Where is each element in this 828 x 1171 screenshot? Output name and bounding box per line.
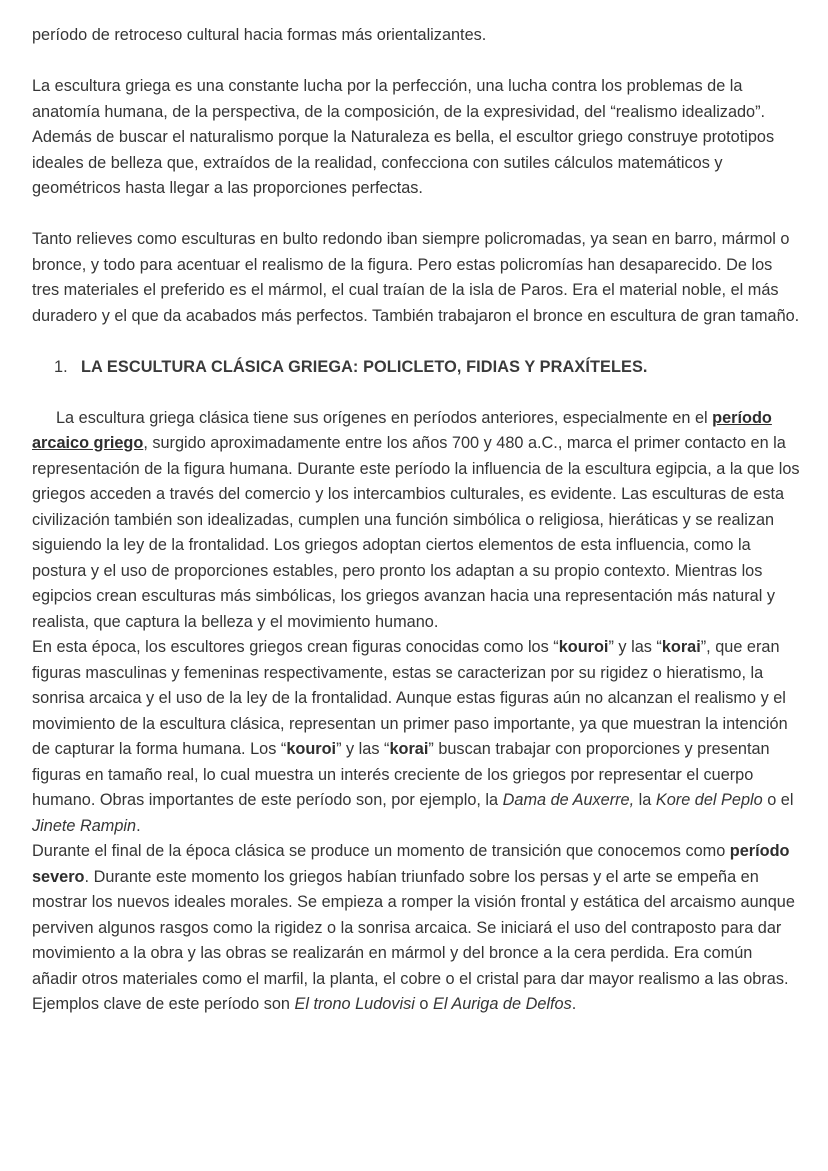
text-run: . [571,995,577,1013]
paragraph-spacer [32,380,802,406]
text-run: o [414,995,433,1013]
text-run: ” y las “ [608,638,662,656]
text-run: La escultura griega clásica tiene sus orígenes en períodos anteriores, especialmente en el [56,408,713,427]
paragraph-spacer [32,329,802,355]
text-run: . [136,816,141,835]
text-run: . Durante este momento los griegos habían triunfado sobre los persas y el arte se empeña en mostrar los nuevos ideales morales. Se empieza a romper la visión frontal y estática del arcaismo aunque perviven algunos rasgos como la rigidez o la sonrisa arcaica. Se iniciará el uso del contraposto para dar movimiento a la obra y las obras se realizarán en mármol y del bronce a la cera perdida. Era común añadir otros materiales como el marfil, la planta, el cobre o el cristal para dar mayor realismo a las obras. Ejemplos clave de este período son [32,867,795,1013]
section-number: 1. [54,357,68,376]
work-title: El trono Ludovisi [294,995,415,1013]
paragraph-perfection: La escultura griega es una constante lucha por la perfección, una lucha contra los problemas de la anatomía humana, de la perspectiva, de la composición, de la expresividad, del “realismo idealizado”. Además de buscar el naturalismo porque la Naturaleza es bella, el escultor griego construye prototipos ideales de belleza que, extraídos de la realidad, confecciona con sutiles cálculos matemáticos y geométricos hasta llegar a las proporciones perfectas. [32,77,775,197]
term-kouroi: kouroi [286,740,337,758]
text-run: ” buscan trabajar con proporciones y presentan figuras en tamaño real, lo cual muestra un interés creciente de los griegos por representar el cuerpo humano. Obras importantes de este período son, por ejemplo, la [32,740,770,809]
paragraph-spacer [32,49,802,75]
text-run: o el [762,791,794,809]
paragraph-archaic-origins [32,406,802,636]
term-kouroi: kouroi [558,638,609,656]
paragraph-intro-fragment: período de retroceso cultural hacia formas más orientalizantes. [32,26,487,44]
section-title: LA ESCULTURA CLÁSICA GRIEGA: POLICLETO, FIDIAS Y PRAXÍTELES. [81,357,648,376]
term-korai: korai [661,638,701,656]
document-body [32,23,802,1018]
work-title: Jinete Rampin [32,816,137,835]
paragraph-polychromy: Tanto relieves como esculturas en bulto redondo iban siempre policromadas, ya sean en barro, mármol o bronce, y todo para acentuar el realismo de la figura. Pero estas policromías han desaparecido. De los tres materiales el preferido es el mármol, el cual traían de la isla de Paros. Era el material noble, el más duradero y el que da acabados más perfectos. También trabajaron el bronce en escultura de gran tamaño. [32,230,800,325]
term-periodo-severo: período severo [32,842,790,886]
work-title: El Auriga de Delfos [432,995,572,1013]
paragraph-spacer [32,202,802,228]
work-title: Kore del Peplo [655,791,763,809]
term-korai: korai [389,740,429,758]
paragraph-severe-period [32,839,802,1018]
text-run: ” y las “ [336,740,390,758]
paragraph-kouroi-korai [32,635,802,839]
work-title: Dama de Auxerre, [502,791,635,809]
text-run: En esta época, los escultores griegos crean figuras conocidas como los “ [32,638,559,656]
section-heading [32,355,802,381]
link-periodo-arcaico[interactable]: período arcaico griego [32,408,772,452]
text-run: Durante el final de la época clásica se produce un momento de transición que conocemos como [32,842,730,860]
text-run: la [634,791,656,809]
text-run: , surgido aproximadamente entre los años 700 y 480 a.C., marca el primer contacto en la representación de la figura humana. Durante este período la influencia de la escultura egipcia, a la que los griegos acceden a través del comercio y los intercambios culturales, es evidente. Las esculturas de esta civilización también son idealizadas, cumplen una función simbólica o religiosa, hieráticas y se realizan siguiendo la ley de la frontalidad. Los griegos adoptan ciertos elementos de esta influencia, como la postura y el uso de proporciones estables, pero pronto los adaptan a su propio contexto. Mientras los egipcios crean esculturas más simbólicas, los griegos avanzan hacia una representación más natural y realista, que captura la belleza y el movimiento humano. [32,434,800,631]
text-run: ”, que eran figuras masculinas y femeninas respectivamente, estas se caracterizan por su rigidez o hieratismo, la sonrisa arcaica y el uso de la ley de la frontalidad. Aunque estas figuras aún no alcanzan el realismo y el movimiento de la escultura clásica, representan un primer paso importante, ya que muestran la intención de capturar la forma humana. Los “ [32,638,788,758]
